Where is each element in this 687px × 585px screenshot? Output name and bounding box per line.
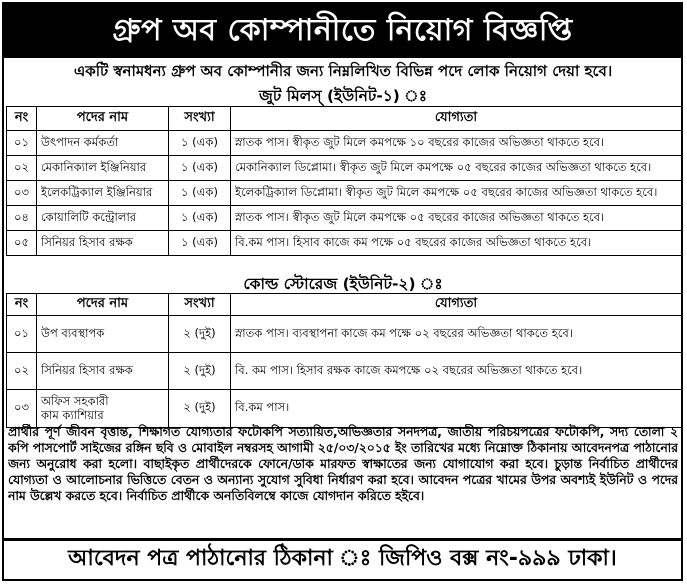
header-no: নং [7, 294, 37, 316]
page-title [4, 4, 681, 58]
address-text: আবেদন পত্র পাঠানোর ঠিকানা ঃ জিপিও বক্স নং-৯৯৯ ঢাকা। [68, 546, 617, 571]
row-count: ১ (এক) [169, 231, 231, 256]
unit1-header-row [7, 107, 682, 131]
table-row [7, 181, 682, 206]
row-qualification: স্নাতক পাস। ব্যবস্থাপনা কাজে কম পক্ষে ০২ বছরের অভিজ্ঞতা থাকতে হবে। [231, 316, 682, 353]
header-qualification: যোগ্যতা [231, 294, 682, 316]
header-no: নং [7, 107, 37, 131]
application-instructions: প্রার্থীর পূর্ণ জীবন বৃত্তান্ত, শিক্ষাগত যোগ্যতার ফটোকপি সত্যায়িত,অভিজ্ঞতার সনদপত্র, জাতীয় পরিচয়পত্রের ফটোকপি, সদ্য তোলা ২ কপি পাসপোর্ট সাইজের রঙ্গিন ছবি ও মোবাইল নম্বরসহ আগামী ২৫/০৩/২০১৫ ইং তারিখের মধ্যে নিম্নোক্ত ঠিকানায় আবেদনপত্র পাঠানোর জন্য অনুরোধ করা হলো। বাছাইকৃত প্রার্থীদেরকে ফোনে/ডাক মারফত স্বাক্ষাতের জন্য যোগাযোগ করা হবে। চুড়ান্ত নির্বাচিত প্রার্থীদের যোগ্যতা ও আলোচনার ভিত্তিতে বেতন ও অন্যান্য সুযোগ সুবিধা নির্ধারণ করা হবে। আবেদন পত্রের খামের উপর অবশ্যই ইউনিট ও পদের নাম উল্লেখ করতে হবে। নির্বাচিত প্রার্থীকে অনতিবিলম্বে কাজে যোগদান করিতে হইবে। [8, 425, 678, 503]
row-post: মেকানিক্যাল ইঞ্জিনিয়ার [37, 156, 169, 181]
page-title-text: গ্রুপ অব কোম্পানীতে নিয়োগ বিজ্ঞপ্তি [112, 12, 573, 48]
unit1-title: জুট মিলস্‌ (ইউনিট-১) ঃ [259, 87, 427, 105]
header-post: পদের নাম [37, 107, 169, 131]
table-row [7, 231, 682, 256]
row-no: ০২ [7, 353, 37, 390]
row-qualification: স্নাতক পাস। স্বীকৃত জুট মিলে কমপক্ষে ০৫ বছরের কাজের অভিজ্ঞতা থাকতে হবে। [231, 206, 682, 231]
unit2-title: কোল্ড স্টোরেজ (ইউনিট-২) ঃ [243, 275, 443, 293]
row-post: কোয়ালিটি কন্ট্রোলার [37, 206, 169, 231]
row-no: ০৩ [7, 390, 37, 428]
row-qualification: বি.কম পাস। [231, 390, 682, 428]
row-post: সিনিয়র হিসাব রক্ষক [37, 353, 169, 390]
unit1-table [6, 106, 682, 256]
row-no: ০৫ [7, 231, 37, 256]
unit2-table [6, 293, 682, 428]
row-count: ১ (এক) [169, 131, 231, 156]
row-no: ০৩ [7, 181, 37, 206]
row-post-line2: কাম ক্যাশিয়ার [41, 407, 104, 422]
table-row [7, 156, 682, 181]
row-count: ২ (দুই) [169, 316, 231, 353]
unit2-header-row [7, 294, 682, 316]
table-row [7, 131, 682, 156]
header-qualification: যোগ্যতা [231, 107, 682, 131]
header-count: সংখ্যা [169, 107, 231, 131]
row-no: ০৪ [7, 206, 37, 231]
table-row [7, 353, 682, 390]
row-post: ইলেকট্রিক্যাল ইঞ্জিনিয়ার [37, 181, 169, 206]
row-no: ০২ [7, 156, 37, 181]
header-post: পদের নাম [37, 294, 169, 316]
row-post: সিনিয়র হিসাব রক্ষক [37, 231, 169, 256]
row-count: ১ (এক) [169, 181, 231, 206]
row-qualification: ইলেকট্রিক্যাল ডিপ্লোমা। স্বীকৃত জুট মিলে কমপক্ষে ০৫ বছরের কাজের অভিজ্ঞতা থাকতে হবে। [231, 181, 682, 206]
row-qualification: বি.কম পাস। হিসাব কাজে কম পক্ষে ০৫ বছরের কাজের অভিজ্ঞতা থাকতে হবে। [231, 231, 682, 256]
row-qualification: মেকানিক্যাল ডিপ্লোমা। স্বীকৃত জুট মিলে কমপক্ষে ০৫ বছরের কাজের অভিজ্ঞতা থাকতে হবে। [231, 156, 682, 181]
row-post: উপ ব্যবস্থাপক [37, 316, 169, 353]
table-row [7, 206, 682, 231]
header-count: সংখ্যা [169, 294, 231, 316]
address-footer [4, 538, 681, 578]
table-row [7, 390, 682, 428]
row-no: ০১ [7, 131, 37, 156]
intro-line: একটি স্বনামধন্য গ্রুপ অব কোম্পানীর জন্য নিম্নলিখিত বিভিন্ন পদে লোক নিয়োগ দেয়া হবে। [73, 62, 613, 80]
row-qualification: বি. কম পাস। হিসাব রক্ষক কাজে কমপক্ষে ০২ বছরের অভিজ্ঞতা থাকতে হবে। [231, 353, 682, 390]
row-post [37, 390, 169, 428]
row-post: উৎপাদন কর্মকর্তা [37, 131, 169, 156]
row-count: ১ (এক) [169, 156, 231, 181]
row-count: ২ (দুই) [169, 353, 231, 390]
row-count: ২ (দুই) [169, 390, 231, 428]
table-row [7, 316, 682, 353]
row-no: ০১ [7, 316, 37, 353]
row-qualification: স্নাতক পাস। স্বীকৃত জুট মিলে কমপক্ষে ১০ বছরের কাজের অভিজ্ঞতা থাকতে হবে। [231, 131, 682, 156]
row-post-line1: অফিস সহকারী [41, 394, 109, 409]
row-count: ১ (এক) [169, 206, 231, 231]
